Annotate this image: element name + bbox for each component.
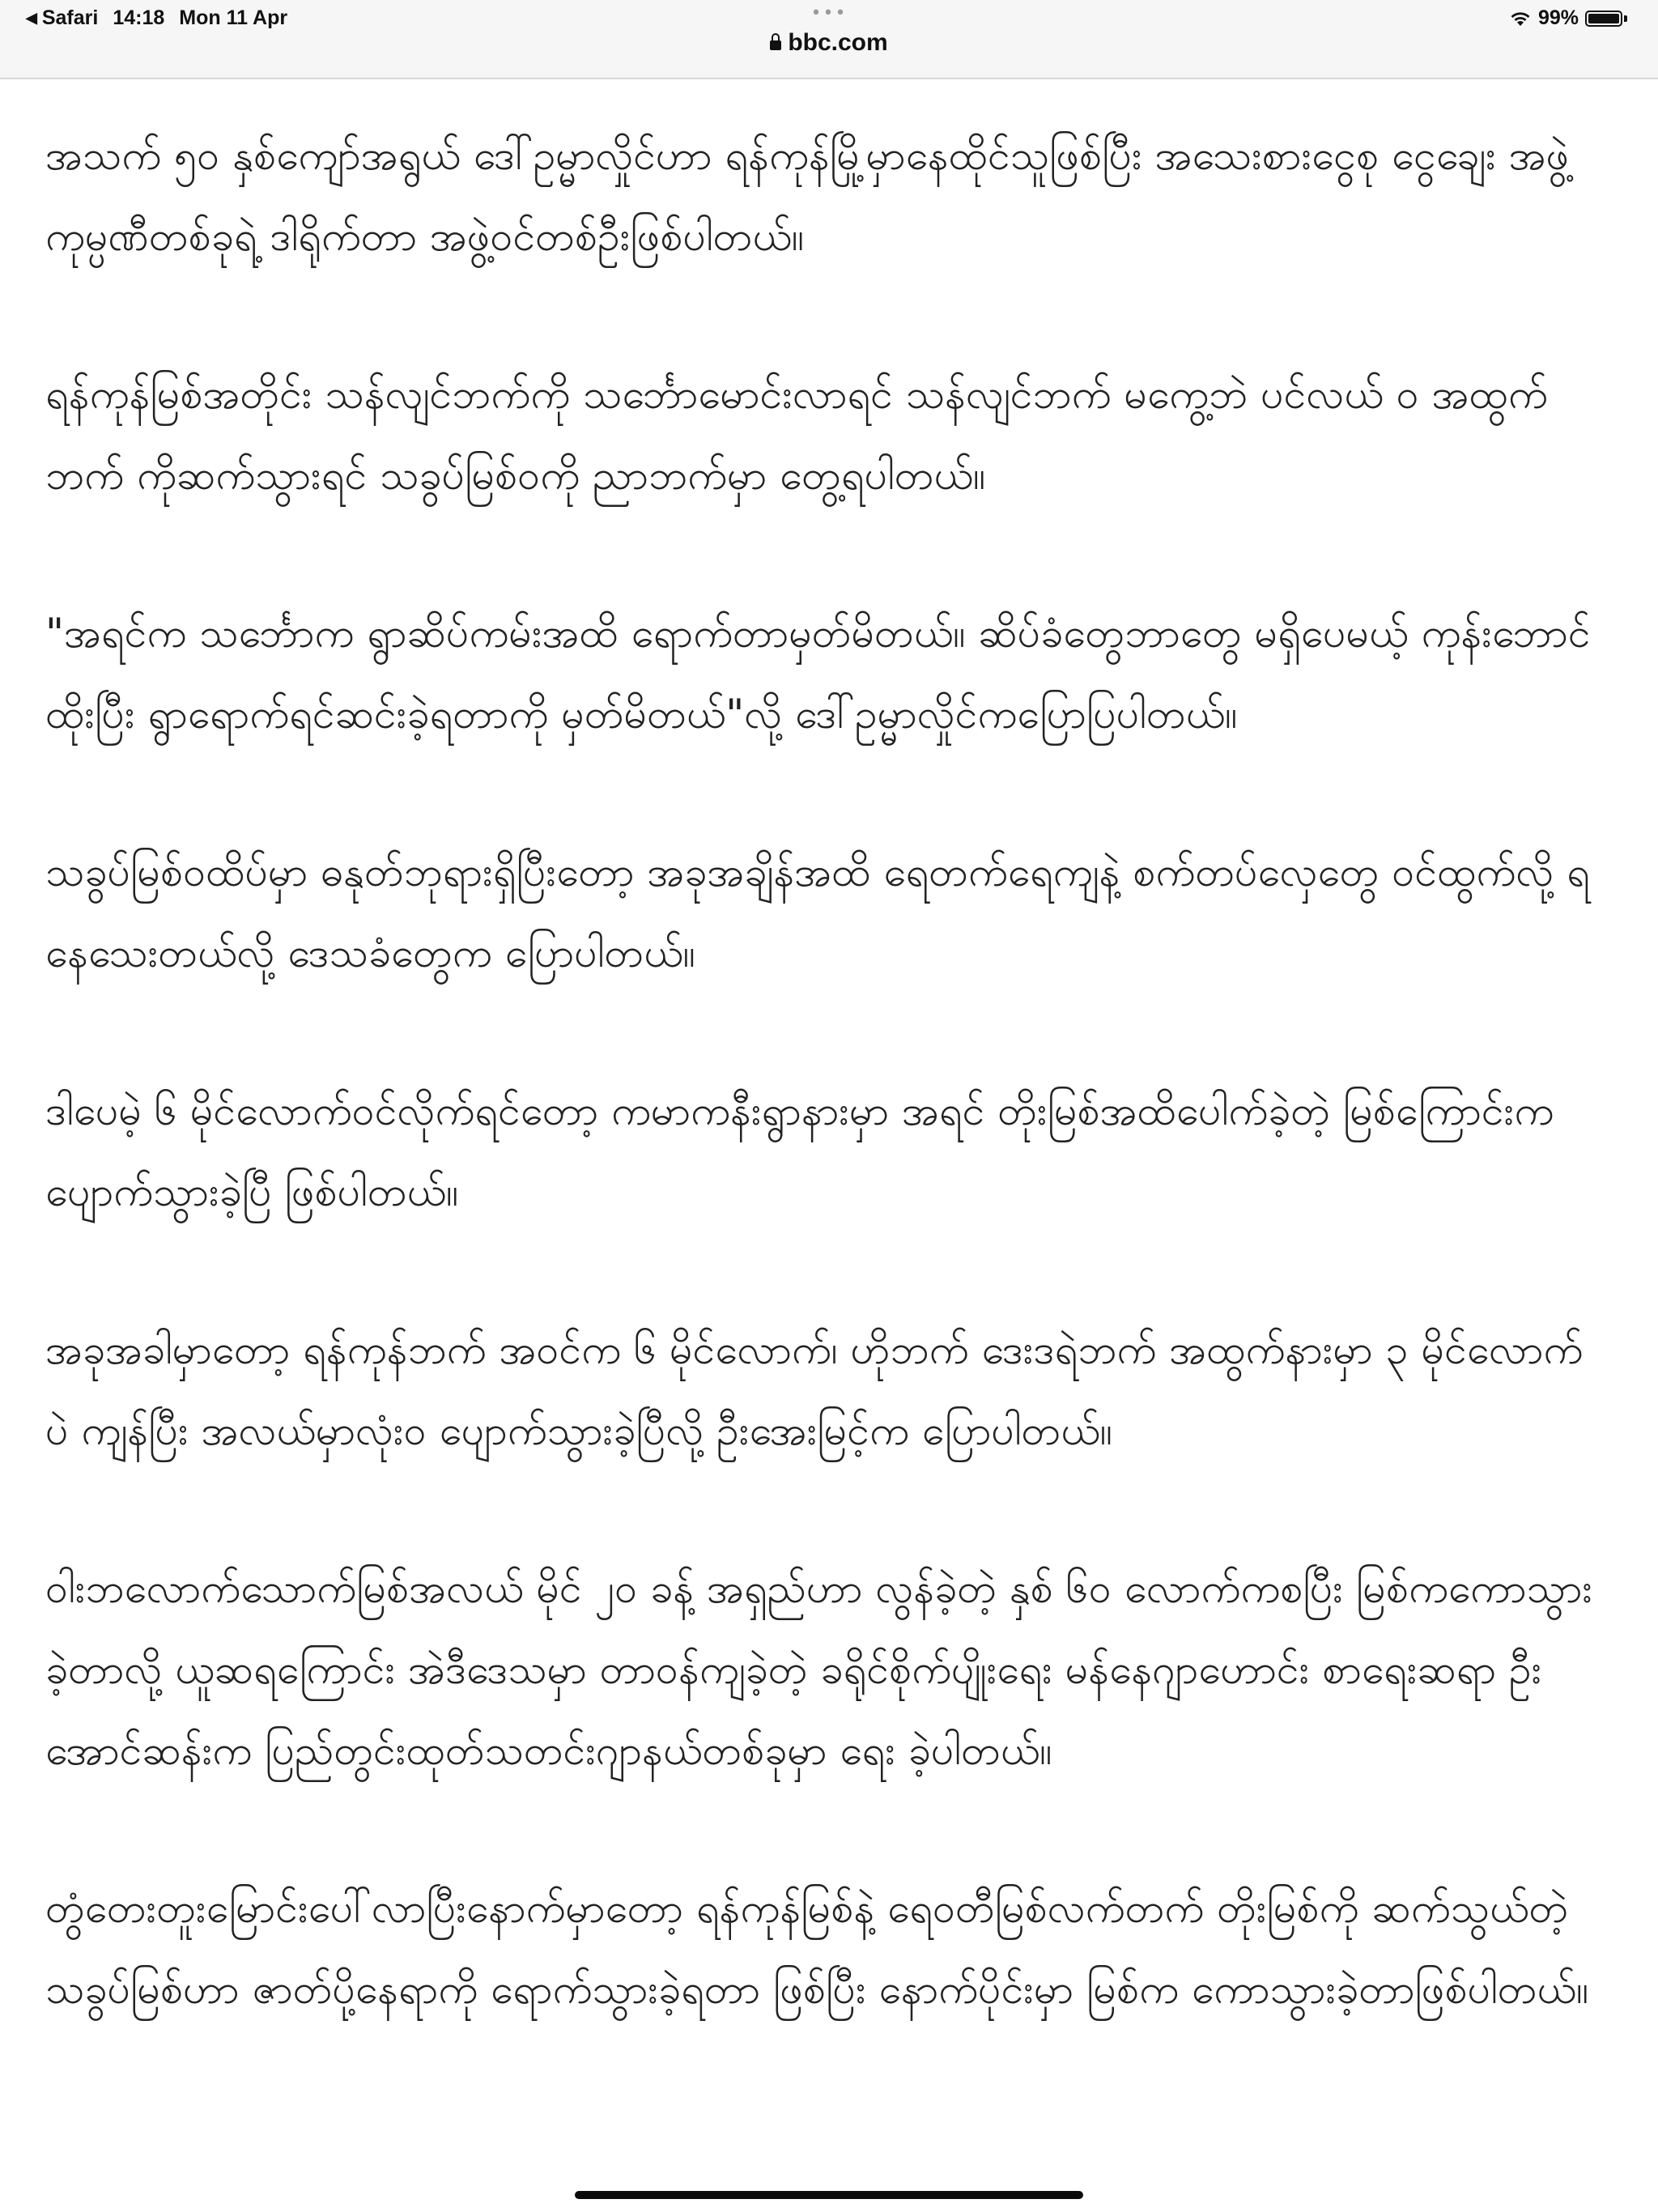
status-time: 14:18 <box>113 6 165 29</box>
home-indicator[interactable] <box>575 2191 1083 2199</box>
article-paragraph: ရန်ကုန်မြစ်အတိုင်း သန်လျင်ဘက်ကို သင်္ဘောမောင်းလာရင် သန်လျင်ဘက် မကွေ့ဘဲ ပင်လယ် ဝ အထွက်ဘက် ကိုဆက်သွားရင် သခွပ်မြစ်ဝကို ညာဘက်မှာ တွေ့ရပါတယ်။ <box>45 371 1548 499</box>
tab-options-dots-icon[interactable]: ••• <box>810 3 848 23</box>
battery-icon <box>1585 11 1622 27</box>
status-bar <box>0 0 1658 79</box>
address-bar[interactable] <box>0 29 1658 57</box>
back-app-label: Safari <box>41 6 99 29</box>
status-right <box>1509 6 1627 30</box>
article-paragraph: သခွပ်မြစ်ဝထိပ်မှာ ဓနုတ်ဘုရားရှိပြီးတော့ အခုအချိန်အထိ ရေတက်ရေကျနဲ့ စက်တပ်လှေတွေ ဝင်ထွက်လို့ ရနေသေးတယ်လို့ ဒေသခံတွေက ပြောပါတယ်။ <box>45 849 1590 976</box>
battery-fill <box>1588 14 1619 23</box>
article-paragraph: "အရင်က သင်္ဘောက ရွာဆိပ်ကမ်းအထိ ရောက်တာမှတ်မိတယ်။ ဆိပ်ခံတွေဘာတွေ မရှိပေမယ့် ကုန်းဘောင်ထိုးပြီး ရွာရောက်ရင်ဆင်းခဲ့ရတာကို မှတ်မိတယ်"လို့ ဒေါ်ဥမ္မာလှိုင်ကပြောပြပါတယ်။ <box>45 610 1591 738</box>
status-left <box>26 6 287 30</box>
article-paragraph: အသက် ၅၀ နှစ်ကျော်အရွယ် ဒေါ်ဥမ္မာလှိုင်ဟာ ရန်ကုန်မြို့မှာနေထိုင်သူဖြစ်ပြီး အသေးစားငွေစု ငွေချေး အဖွဲ့ကုမ္ပဏီတစ်ခုရဲ့ ဒါရိုက်တာ အဖွဲ့ဝင်တစ်ဦးဖြစ်ပါတယ်။ <box>45 132 1570 260</box>
status-date: Mon 11 Apr <box>179 6 288 29</box>
lock-icon <box>770 40 781 50</box>
url-text: bbc.com <box>788 29 888 56</box>
back-to-app-button[interactable] <box>26 6 98 30</box>
article-paragraph: ဒါပေမဲ့ ၆ မိုင်လောက်ဝင်လိုက်ရင်တော့ ကမာကနီးရွာနားမှာ အရင် တိုးမြစ်အထိပေါက်ခဲ့တဲ့ မြစ်ကြောင်းက ပျောက်သွားခဲ့ပြီ ဖြစ်ပါတယ်။ <box>45 1087 1554 1215</box>
article-paragraph: တွံတေးတူးမြောင်းပေါ်လာပြီးနောက်မှာတော့ ရန်ကုန်မြစ်နဲ့ ရေဝတီမြစ်လက်တက် တိုးမြစ်ကို ဆက်သွယ်တဲ့ သခွပ်မြစ်ဟာ ဇာတ်ပို့နေရာကို ရောက်သွားခဲ့ရတာ ဖြစ်ပြီး နောက်ပိုင်းမှာ မြစ်က ကောသွားခဲ့တာဖြစ်ပါတယ်။ <box>45 1885 1589 2013</box>
battery-percent: 99% <box>1537 6 1579 29</box>
wifi-icon <box>1509 11 1532 27</box>
article-paragraph: အခုအခါမှာတော့ ရန်ကုန်ဘက် အဝင်က ၆ မိုင်လောက်၊ ဟိုဘက် ဒေးဒရဲဘက် အထွက်နားမှာ ၃ မိုင်လောက်ပဲ ကျန်ပြီး အလယ်မှာလုံးဝ ပျောက်သွားခဲ့ပြီလို့ ဦးအေးမြင့်က ပြောပါတယ်။ <box>45 1326 1584 1454</box>
battery-cap <box>1624 15 1627 22</box>
article-body <box>45 115 1598 2107</box>
back-arrow-icon: ◀ <box>26 10 37 26</box>
article-paragraph: ဝါးဘလောက်သောက်မြစ်အလယ် မိုင် ၂၀ ခန့် အရှည်ဟာ လွန်ခဲ့တဲ့ နှစ် ၆၀ လောက်ကစပြီး မြစ်ကကောသွားခဲ့တာလို့ ယူဆရကြောင်း အဲဒီဒေသမှာ တာဝန်ကျခဲ့တဲ့ ခရိုင်စိုက်ပျိုးရေး မန်နေဂျာဟောင်း စာရေးဆရာ ဦးအောင်ဆန်းက ပြည်တွင်းထုတ်သတင်းဂျာနယ်တစ်ခုမှာ ရေး ခဲ့ပါတယ်။ <box>45 1565 1593 1774</box>
